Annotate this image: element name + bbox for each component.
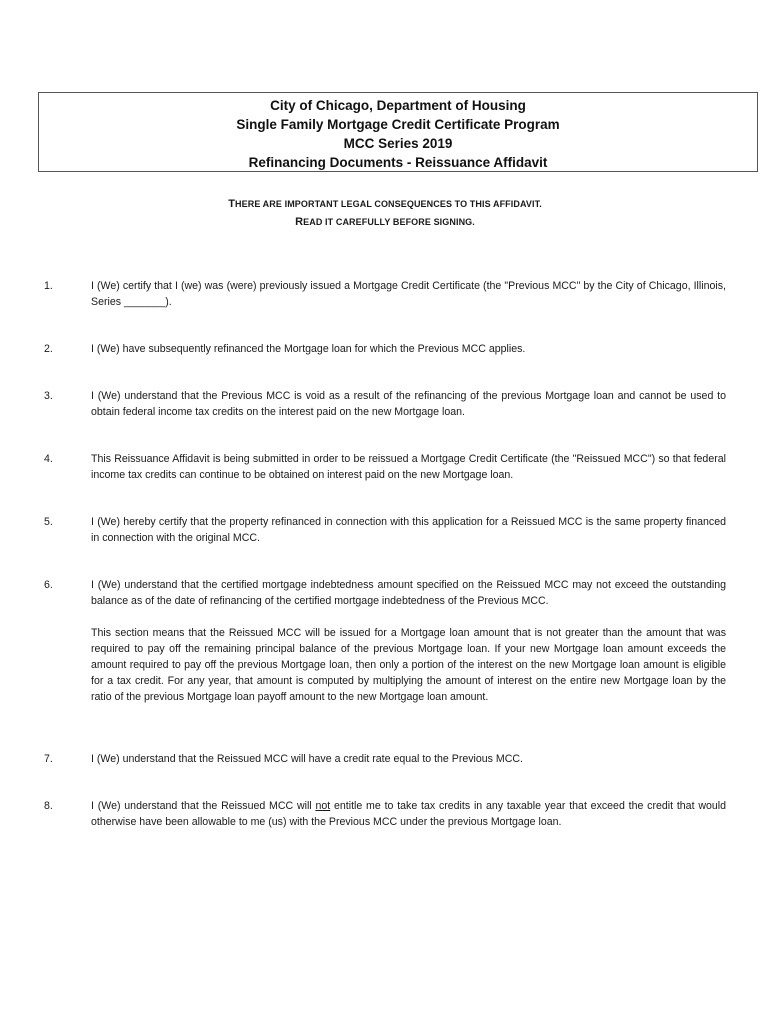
clause-text: I (We) hereby certify that the property refinanced in connection with this application for a Reissued MCC is the same property financed in connection with the original MCC. [91, 516, 726, 544]
clause-text [91, 798, 726, 830]
header-program: Single Family Mortgage Credit Certificate Program [236, 117, 560, 132]
clause-explanation-text: This section means that the Reissued MCC will be issued for a Mortgage loan amount that is not greater than the amount that was required to pay off the remaining principal balance of the previous Mortgage loan. If your new Mortgage loan amount exceeds the amount required to pay off the previous Mortgage loan, then only a portion of the interest on the new Mortgage loan amount is eligible for a tax credit. For any year, that amount is computed by multiplying the amount of interest on the entire new Mortgage loan by the ratio of the previous Mortgage loan payoff amount to the new Mortgage loan amount. [91, 627, 726, 703]
clause-text-start: I (We) understand that the Reissued MCC will [91, 800, 316, 812]
clause-text: I (We) certify that I (we) was (were) previously issued a Mortgage Credit Certificate (the "Previous MCC" by the City of Chicago, Illinois, Series _______). [91, 280, 726, 308]
clause-5 [44, 514, 726, 546]
clause-text: I (We) understand that the Reissued MCC will have a credit rate equal to the Previous MCC. [91, 753, 523, 765]
clause-number: 5. [44, 516, 53, 528]
clause-6 [44, 577, 726, 609]
clause-text: I (We) understand that the certified mortgage indebtedness amount specified on the Reissued MCC may not exceed the outstanding balance as of the date of refinancing of the certified mortgage indebtedness of the Previous MCC. [91, 579, 726, 607]
clause-text: This Reissuance Affidavit is being submitted in order to be reissued a Mortgage Credit Certificate (the "Reissued MCC") so that federal income tax credits can continue to be obtained on interest paid on the new Mortgage loan. [91, 453, 726, 481]
header-series: MCC Series 2019 [343, 136, 453, 151]
clause-number: 7. [44, 753, 53, 765]
clause-1 [44, 278, 726, 310]
clause-7 [44, 751, 726, 767]
warning-line-2-rest: EAD IT CAREFULLY BEFORE SIGNING. [303, 217, 475, 227]
clause-number: 1. [44, 280, 53, 292]
clause-number: 8. [44, 800, 53, 812]
warning-line-2 [0, 213, 770, 231]
clause-text: I (We) have subsequently refinanced the Mortgage loan for which the Previous MCC applies. [91, 343, 526, 355]
clause-number: 6. [44, 579, 53, 591]
clause-number: 3. [44, 390, 53, 402]
header-agency: City of Chicago, Department of Housing [270, 98, 526, 113]
clause-emphasis-not: not [315, 800, 331, 812]
warning-line-1-rest: HERE ARE IMPORTANT LEGAL CONSEQUENCES TO THIS AFFIDAVIT. [235, 199, 542, 209]
clause-6-explanation [44, 625, 726, 705]
warning-line-1 [0, 195, 770, 213]
legal-warning [0, 195, 770, 231]
clause-number: 4. [44, 453, 53, 465]
clause-2 [44, 341, 726, 357]
document-header [38, 92, 758, 172]
clause-4 [44, 451, 726, 483]
clause-8 [44, 798, 726, 830]
warning-line-1-initial: T [228, 198, 236, 210]
clause-text: I (We) understand that the Previous MCC is void as a result of the refinancing of the previous Mortgage loan and cannot be used to obtain federal income tax credits on the interest paid on the new Mortgage loan. [91, 390, 726, 418]
clause-text-end: entitle me to take tax credits in any taxable year that exceed the credit that would otherwise have been allowable to me (us) with the Previous MCC under the previous Mortgage loan. [91, 800, 726, 828]
warning-line-2-initial: R [295, 216, 304, 228]
clause-3 [44, 388, 726, 420]
header-title: Refinancing Documents - Reissuance Affidavit [248, 155, 548, 170]
clause-number: 2. [44, 343, 53, 355]
